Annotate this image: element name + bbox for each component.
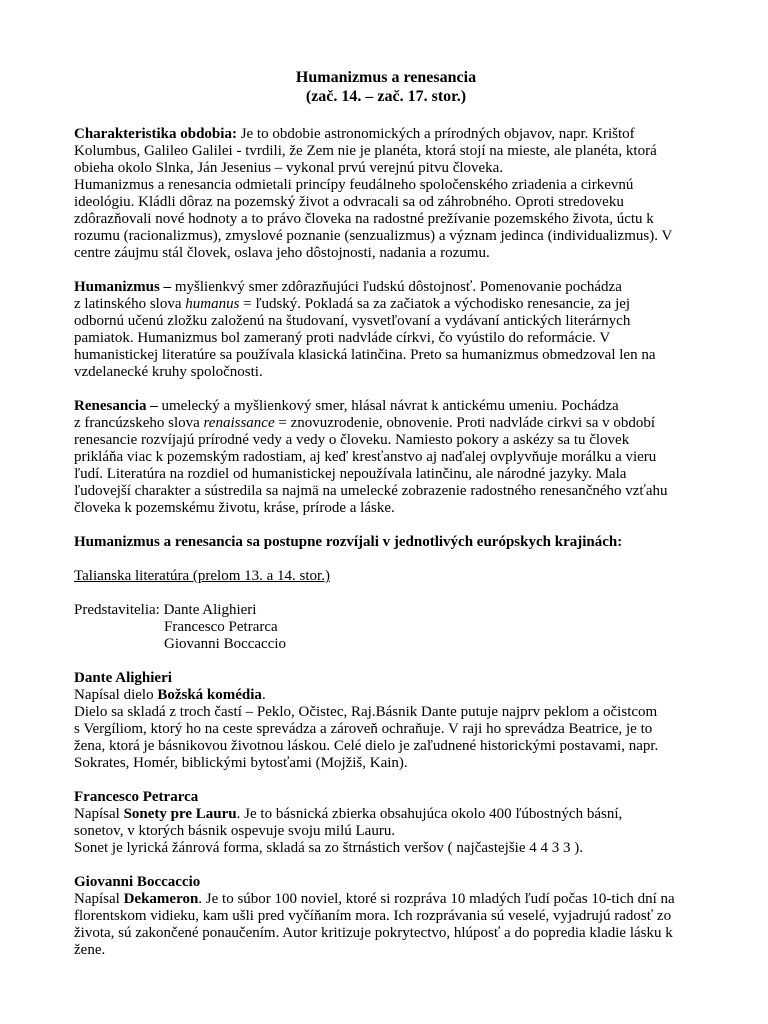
text-line: žene. bbox=[74, 942, 106, 958]
representatives-block bbox=[74, 602, 698, 653]
text-line: života, sú zakončené ponaučením. Autor kritizuje pokrytectvo, hlúposť a do popredia kladie lásku k bbox=[74, 925, 673, 941]
text-line bbox=[74, 279, 698, 296]
text-line: Kolumbus, Galileo Galilei - tvrdili, že Zem nie je planéta, ktorá stojí na mieste, ale planéta, ktorá bbox=[74, 143, 657, 159]
text-line: odbornú učenú zložku založenú na študovaní, vysvetľovaní a vydávaní antických literárnych bbox=[74, 313, 631, 329]
representative-name: Francesco Petrarca bbox=[164, 619, 278, 635]
text-run: z latinského slova bbox=[74, 296, 186, 312]
renaissance-paragraph bbox=[74, 398, 698, 517]
text-line: vzdelanecké kruhy spoločnosti. bbox=[74, 364, 263, 380]
representative-name: Dante Alighieri bbox=[163, 602, 257, 618]
text-run: myšlienkvý smer zdôrazňujúci ľudskú dôstojnosť. Pomenovanie pochádza bbox=[171, 279, 622, 295]
text-line: ideológiu. Kládli dôraz na pozemský život a odvracali sa od záhrobného. Oproti stredoveku bbox=[74, 194, 624, 210]
text-line: ľudí. Literatúra na rozdiel od humanistickej nepoužívala latinčinu, ale národné jazyky. Mala bbox=[74, 466, 627, 482]
representative-name: Giovanni Boccaccio bbox=[164, 636, 287, 652]
text-line: Sonet je lyrická žánrová forma, skladá sa zo štrnástich veršov ( najčastejšie 4 4 3 3 ). bbox=[74, 840, 583, 856]
text-line bbox=[74, 806, 698, 823]
text-run: Napísal bbox=[74, 806, 124, 822]
title-line-2: (zač. 14. – zač. 17. stor.) bbox=[305, 88, 467, 105]
europe-heading-block bbox=[74, 534, 698, 551]
boccaccio-section bbox=[74, 874, 698, 959]
text-line: renesancie rozvíjajú prírodné vedy a vedy o človeku. Namiesto pokory a askézy sa tu človek bbox=[74, 432, 630, 448]
text-line: Dielo sa skladá z troch častí – Peklo, Očistec, Raj.Básnik Dante putuje najprv peklom a očistcom bbox=[74, 704, 658, 720]
text-run: = znovuzrodenie, obnovenie. Proti nadvláde cirkvi sa v období bbox=[274, 415, 656, 431]
text-line: rozumu (racionalizmus), zmyslové poznanie (senzualizmus) a význam jedinca (individualizmus). V bbox=[74, 228, 673, 244]
work-title: Dekameron bbox=[123, 891, 199, 907]
text-line bbox=[74, 126, 698, 143]
italian-literature-heading: Talianska literatúra (prelom 13. a 14. stor.) bbox=[74, 568, 330, 584]
french-term: renaissance bbox=[203, 415, 275, 431]
text-run: . Je to básnická zbierka obsahujúca okolo 400 ľúbostných básní, bbox=[236, 806, 623, 822]
text-line: s Vergíliom, ktorý ho na ceste sprevádza a zároveň ochraňuje. V raji ho sprevádza Beatrice, je to bbox=[74, 721, 653, 737]
title-line-1: Humanizmus a renesancia bbox=[295, 69, 477, 86]
work-title: Sonety pre Lauru bbox=[123, 806, 237, 822]
text-line: Humanizmus a renesancia odmietali princípy feudálneho spoločenského zriadenia a cirkevnú bbox=[74, 177, 634, 193]
text-line: ľudovejší charakter a sústredila sa najmä na umelecké zobrazenie radostného renesančného vzťahu bbox=[74, 483, 668, 499]
petrarca-heading: Francesco Petrarca bbox=[74, 789, 199, 805]
europe-heading: Humanizmus a renesancia sa postupne rozvíjali v jednotlivých európskych krajinách: bbox=[74, 534, 623, 550]
italian-heading-block bbox=[74, 568, 698, 585]
text-line: obieha okolo Slnka, Ján Jesenius – vykonal prvú verejnú pitvu človeka. bbox=[74, 160, 504, 176]
text-run: Napísal dielo bbox=[74, 687, 158, 703]
text-line bbox=[74, 296, 698, 313]
text-run: . bbox=[261, 687, 266, 703]
characteristics-paragraph bbox=[74, 126, 698, 262]
text-run: . Je to súbor 100 noviel, ktoré si rozpráva 10 mladých ľudí počas 10-tich dní na bbox=[198, 891, 675, 907]
boccaccio-heading: Giovanni Boccaccio bbox=[74, 874, 201, 890]
work-title: Božská komédia bbox=[157, 687, 262, 703]
document-title bbox=[74, 68, 698, 106]
text-run: z francúzskeho slova bbox=[74, 415, 204, 431]
text-line: žena, ktorá je básnikovou životnou láskou. Celé dielo je zaľudnené historickými postavami, napr. bbox=[74, 738, 659, 754]
text-line: prikláňa viac k pozemským radostiam, aj keď kresťanstvo aj naďalej ovplyvňuje morálku a vieru bbox=[74, 449, 657, 465]
text-line: Sokrates, Homér, biblickými bytosťami (Mojžiš, Kain). bbox=[74, 755, 408, 771]
text-line: centre záujmu stál človek, oslava jeho dôstojnosti, nadania a rozumu. bbox=[74, 245, 490, 261]
text-line: sonetov, v ktorých básnik ospevuje svoju milú Lauru. bbox=[74, 823, 396, 839]
text-line bbox=[74, 398, 698, 415]
characteristics-label: Charakteristika obdobia: bbox=[74, 126, 237, 142]
text-run: Napísal bbox=[74, 891, 124, 907]
text-line: zdôrazňovali nové hodnoty a to právo človeka na radostné prežívanie pozemského života, úctu k bbox=[74, 211, 654, 227]
text-line bbox=[74, 415, 698, 432]
latin-term: humanus bbox=[185, 296, 240, 312]
text-run: Je to obdobie astronomických a prírodných objavov, napr. Krištof bbox=[236, 126, 635, 142]
text-line bbox=[74, 891, 698, 908]
dante-section bbox=[74, 670, 698, 772]
text-line bbox=[74, 687, 698, 704]
text-line: človeka k pozemskému životu, kráse, prírode a láske. bbox=[74, 500, 395, 516]
humanism-label: Humanizmus – bbox=[74, 279, 172, 295]
document-page bbox=[74, 68, 698, 976]
text-line: florentskom vidieku, kam ušli pred vyčíňaním mora. Ich rozprávania sú veselé, vyjadrujú radosť zo bbox=[74, 908, 672, 924]
text-line bbox=[74, 602, 698, 619]
text-run: umelecký a myšlienkový smer, hlásal návrat k antickému umeniu. Pochádza bbox=[157, 398, 619, 414]
text-run: = ľudský. Pokladá sa za začiatok a východisko renesancie, za jej bbox=[239, 296, 631, 312]
petrarca-section bbox=[74, 789, 698, 857]
text-line: humanistickej literatúre sa používala klasická latinčina. Preto sa humanizmus obmedzoval len na bbox=[74, 347, 656, 363]
representatives-label: Predstavitelia: bbox=[74, 602, 160, 618]
renaissance-label: Renesancia – bbox=[74, 398, 158, 414]
humanism-paragraph bbox=[74, 279, 698, 381]
dante-heading: Dante Alighieri bbox=[74, 670, 172, 686]
text-line: pamiatok. Humanizmus bol zameraný proti nadvláde církvi, čo vyústilo do reformácie. V bbox=[74, 330, 611, 346]
